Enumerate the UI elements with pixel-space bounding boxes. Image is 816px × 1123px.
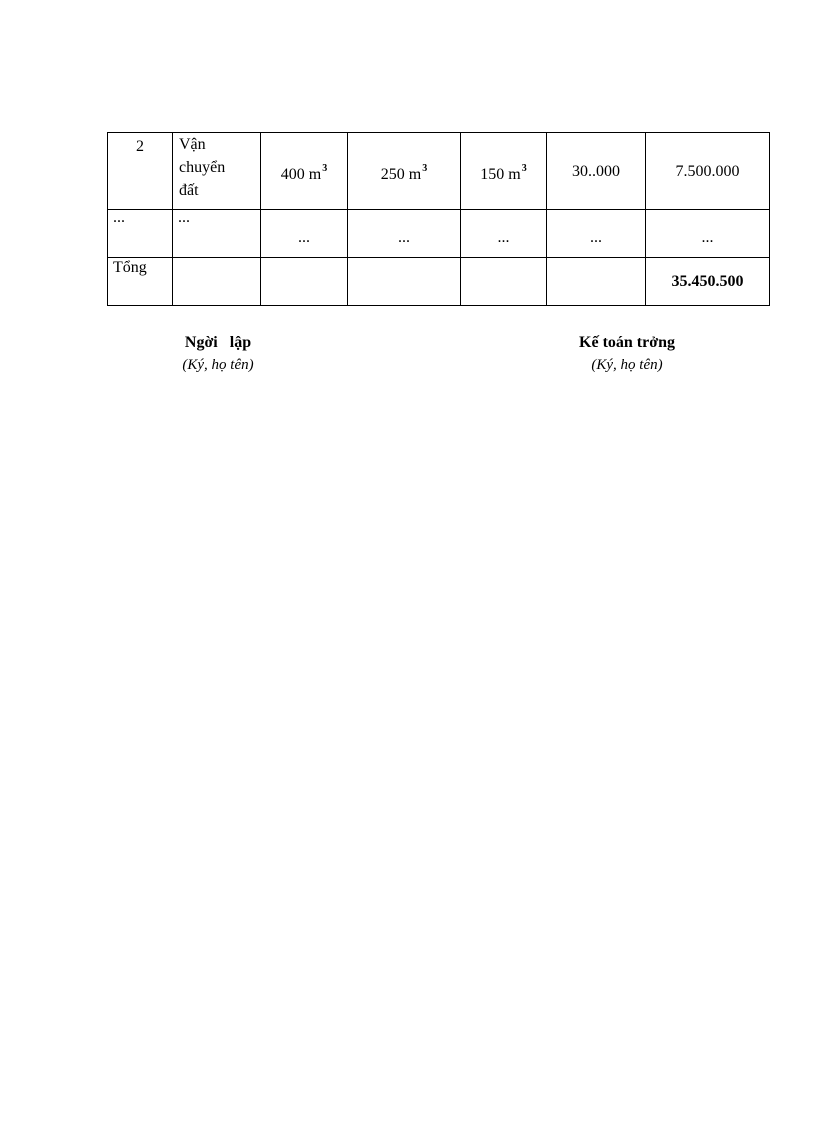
unit-price-cell bbox=[547, 133, 646, 210]
total-label: Tổng bbox=[113, 259, 147, 276]
quantity-value: 250 $m^3$ bbox=[380, 162, 428, 183]
ellipsis-cell bbox=[646, 210, 770, 258]
chief-accountant-signature-block bbox=[517, 332, 737, 376]
quantity-cell bbox=[461, 133, 547, 210]
preparer-title: Ngời lập bbox=[184, 334, 252, 351]
ellipsis-text: ... bbox=[701, 229, 714, 246]
chief-accountant-title: Kế toán trởng bbox=[579, 334, 675, 351]
description-line: đất bbox=[179, 182, 199, 199]
chief-accountant-note: (Ký, họ tên) bbox=[591, 357, 663, 373]
ellipsis-text: ... bbox=[298, 229, 310, 246]
preparer-note: (Ký, họ tên) bbox=[182, 357, 254, 373]
unit-price-value: 30..000 bbox=[572, 162, 620, 180]
description-line: chuyển bbox=[179, 159, 226, 176]
unit-superscript: 3 bbox=[521, 162, 527, 174]
total-amount: 35.450.500 bbox=[671, 273, 744, 290]
ellipsis-cell bbox=[461, 210, 547, 258]
quantity-cell bbox=[261, 133, 348, 210]
ellipsis-cell bbox=[547, 210, 646, 258]
table-row bbox=[108, 210, 770, 258]
ellipsis-text: ... bbox=[178, 209, 190, 226]
empty-cell bbox=[461, 258, 547, 306]
ellipsis-cell bbox=[348, 210, 461, 258]
empty-cell bbox=[261, 258, 348, 306]
ellipsis-cell bbox=[173, 210, 261, 258]
unit-superscript: 3 bbox=[322, 162, 328, 174]
empty-cell bbox=[547, 258, 646, 306]
unit-superscript: 3 bbox=[422, 162, 428, 174]
table-row bbox=[108, 133, 770, 210]
ellipsis-text: ... bbox=[590, 229, 602, 246]
cost-table bbox=[107, 132, 770, 306]
quantity-value: 400 $m^3$ bbox=[280, 162, 328, 183]
amount-value: 7.500.000 bbox=[675, 162, 740, 180]
stt-value: 2 bbox=[136, 138, 144, 155]
total-row bbox=[108, 258, 770, 306]
ellipsis-cell bbox=[108, 210, 173, 258]
quantity-value: 150 $m^3$ bbox=[480, 162, 527, 183]
ellipsis-text: ... bbox=[113, 209, 125, 226]
total-amount-cell bbox=[646, 258, 770, 306]
ellipsis-cell bbox=[261, 210, 348, 258]
total-label-cell bbox=[108, 258, 173, 306]
empty-cell bbox=[348, 258, 461, 306]
description-line: Vận bbox=[179, 136, 206, 153]
preparer-signature-block bbox=[108, 332, 328, 376]
quantity-cell bbox=[348, 133, 461, 210]
ellipsis-text: ... bbox=[398, 229, 410, 246]
stt-cell bbox=[108, 133, 173, 210]
description-cell bbox=[173, 133, 261, 210]
amount-cell bbox=[646, 133, 770, 210]
ellipsis-text: ... bbox=[497, 229, 510, 246]
empty-cell bbox=[173, 258, 261, 306]
